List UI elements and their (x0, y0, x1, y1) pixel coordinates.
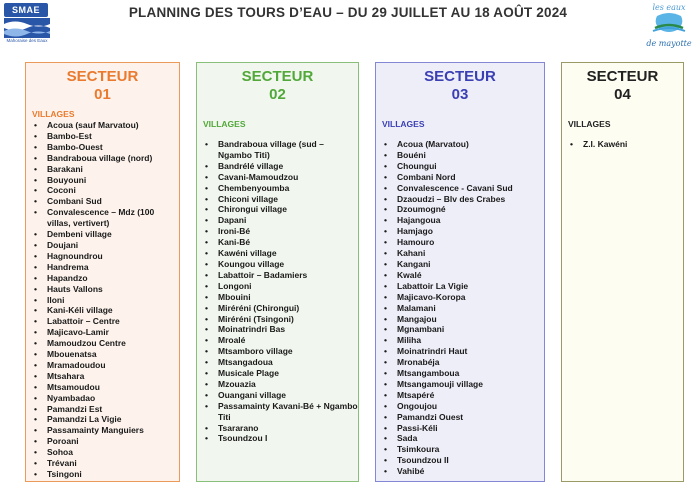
village-item: • Hajangoua (376, 215, 544, 226)
village-item: • Tsararano (197, 423, 358, 434)
village-item: • Poroani (26, 436, 179, 447)
village-item: • Combani Sud (26, 196, 179, 207)
village-item: • Mtsahara (26, 371, 179, 382)
sector-title: SECTEUR 02 (197, 68, 358, 104)
village-item: • Dembeni village (26, 229, 179, 240)
village-item: • Mtsapéré (376, 390, 544, 401)
village-item: • Tsoundzou I (197, 433, 358, 444)
village-item: • Tsoundzou II (376, 455, 544, 466)
village-item: • Bandraboua village (sud – Ngambo Titi) (197, 139, 358, 161)
sector-03-panel (375, 62, 545, 482)
village-item: • Mtsamboro village (197, 346, 358, 357)
village-item: • Hamouro (376, 237, 544, 248)
village-item: • Mangajou (376, 314, 544, 325)
sector-title: SECTEUR 01 (26, 68, 179, 104)
sector-number: 04 (614, 86, 631, 103)
sector-02-panel (196, 62, 359, 482)
village-item: • Hamjago (376, 226, 544, 237)
village-item: • Z.I. Kawéni (562, 139, 683, 150)
village-item: • Mzouazia (197, 379, 358, 390)
village-item: • Chirongui village (197, 204, 358, 215)
village-item: • Passi-Kéli (376, 423, 544, 434)
villages-heading: VILLAGES (568, 119, 611, 129)
village-item: • Nyambadao (26, 393, 179, 404)
village-item: • Mroalé (197, 335, 358, 346)
village-item: • Doujani (26, 240, 179, 251)
logo-text-line1: les eaux (652, 3, 686, 12)
village-item: • Ongoujou (376, 401, 544, 412)
village-item: • Acoua (sauf Marvatou) (26, 120, 179, 131)
sector-number: 01 (94, 86, 111, 103)
wave-icon (4, 18, 50, 38)
water-drop-logo-icon (649, 12, 689, 34)
village-item: • Bouéni (376, 150, 544, 161)
village-item: • Mtsangadoua (197, 357, 358, 368)
village-item: • Dapani (197, 215, 358, 226)
sector-01-panel (25, 62, 180, 482)
village-item: • Tsimkoura (376, 444, 544, 455)
village-item: • Coconi (26, 185, 179, 196)
eaux-de-mayotte-logo (646, 4, 692, 50)
village-item: • Miréréni (Tsingoni) (197, 314, 358, 325)
village-item: • Convalescence - Cavani Sud (376, 183, 544, 194)
village-item: • Iloni (26, 295, 179, 306)
village-item: • Ouangani village (197, 390, 358, 401)
sector-number: 02 (269, 86, 286, 103)
village-item: • Bambo-Ouest (26, 142, 179, 153)
village-item: • Acoua (Marvatou) (376, 139, 544, 150)
village-item: • Sohoa (26, 447, 179, 458)
village-item: • Dzaoudzi – Blv des Crabes (376, 194, 544, 205)
village-item: • Bandraboua village (nord) (26, 153, 179, 164)
village-item: • Kahani (376, 248, 544, 259)
village-item: • Malamani (376, 303, 544, 314)
village-item: • Kani-Kéli village (26, 305, 179, 316)
page-title: PLANNING DES TOURS D’EAU – DU 29 JUILLET AU 18 AOÛT 2024 (128, 5, 568, 20)
village-item: • Labattoir La Vigie (376, 281, 544, 292)
village-item: • Sada (376, 433, 544, 444)
village-item: • Chiconi village (197, 194, 358, 205)
village-item: • Labattoir – Centre (26, 316, 179, 327)
village-item: • Mgnambani (376, 324, 544, 335)
village-item: • Bouyouni (26, 175, 179, 186)
village-item: • Bambo-Est (26, 131, 179, 142)
village-item: • Handrema (26, 262, 179, 273)
village-item: • Passamainty Kavani-Bé + Ngambo Titi (197, 401, 358, 423)
village-item: • Trévani (26, 458, 179, 469)
village-item: • Bandrélé village (197, 161, 358, 172)
village-item: • Miréréni (Chirongui) (197, 303, 358, 314)
village-item: • Tsingoni (26, 469, 179, 480)
village-item: • Vahibé (376, 466, 544, 477)
village-item: • Convalescence – Mdz (100 villas, vertivert) (26, 207, 179, 229)
village-item: • Dzoumogné (376, 204, 544, 215)
village-item: • Mtsamoudou (26, 382, 179, 393)
smae-logo-text: SMAE (4, 3, 48, 17)
village-list (26, 120, 179, 480)
village-item: • Kawéni village (197, 248, 358, 259)
smae-logo-subtitle: Mahoraise des Eaux (6, 38, 48, 43)
village-item: • Kani-Bé (197, 237, 358, 248)
village-item: • Ironi-Bé (197, 226, 358, 237)
village-item: • Combani Nord (376, 172, 544, 183)
village-item: • Hauts Vallons (26, 284, 179, 295)
village-item: • Mtsangamboua (376, 368, 544, 379)
village-item: • Pamandzi Ouest (376, 412, 544, 423)
village-item: • Pamandzi La Vigie (26, 414, 179, 425)
village-item: • Labattoir – Badamiers (197, 270, 358, 281)
village-item: • Longoni (197, 281, 358, 292)
village-item: • Mamoudzou Centre (26, 338, 179, 349)
village-item: • Mtsangamouji village (376, 379, 544, 390)
village-item: • Chembenyoumba (197, 183, 358, 194)
village-item: • Mbouini (197, 292, 358, 303)
village-list (562, 139, 683, 150)
logo-text-line2: de mayotte (646, 39, 692, 48)
village-item: • Majicavo-Lamir (26, 327, 179, 338)
village-item: • Barakani (26, 164, 179, 175)
village-item: • Mronabéja (376, 357, 544, 368)
sector-04-panel (561, 62, 684, 482)
village-item: • Moinatrindri Haut (376, 346, 544, 357)
villages-heading: VILLAGES (32, 109, 75, 119)
villages-heading: VILLAGES (203, 119, 246, 129)
village-item: • Majicavo-Koropa (376, 292, 544, 303)
sector-number: 03 (451, 86, 469, 103)
village-item: • Moinatrindri Bas (197, 324, 358, 335)
village-item: • Pamandzi Est (26, 404, 179, 415)
sector-title: SECTEUR 03 (376, 68, 544, 104)
village-item: • Musicale Plage (197, 368, 358, 379)
village-item: • Passamainty Manguiers (26, 425, 179, 436)
village-item: • Choungui (376, 161, 544, 172)
village-item: • Mramadoudou (26, 360, 179, 371)
village-list (376, 139, 544, 477)
village-item: • Kwalé (376, 270, 544, 281)
village-item: • Mbouenatsa (26, 349, 179, 360)
village-item: • Koungou village (197, 259, 358, 270)
sector-title: SECTEUR 04 (562, 68, 683, 104)
village-list (197, 139, 358, 444)
village-item: • Cavani-Mamoudzou (197, 172, 358, 183)
village-item: • Kangani (376, 259, 544, 270)
villages-heading: VILLAGES (382, 119, 425, 129)
village-item: • Hagnoundrou (26, 251, 179, 262)
village-item: • Miliha (376, 335, 544, 346)
village-item: • Hapandzo (26, 273, 179, 284)
